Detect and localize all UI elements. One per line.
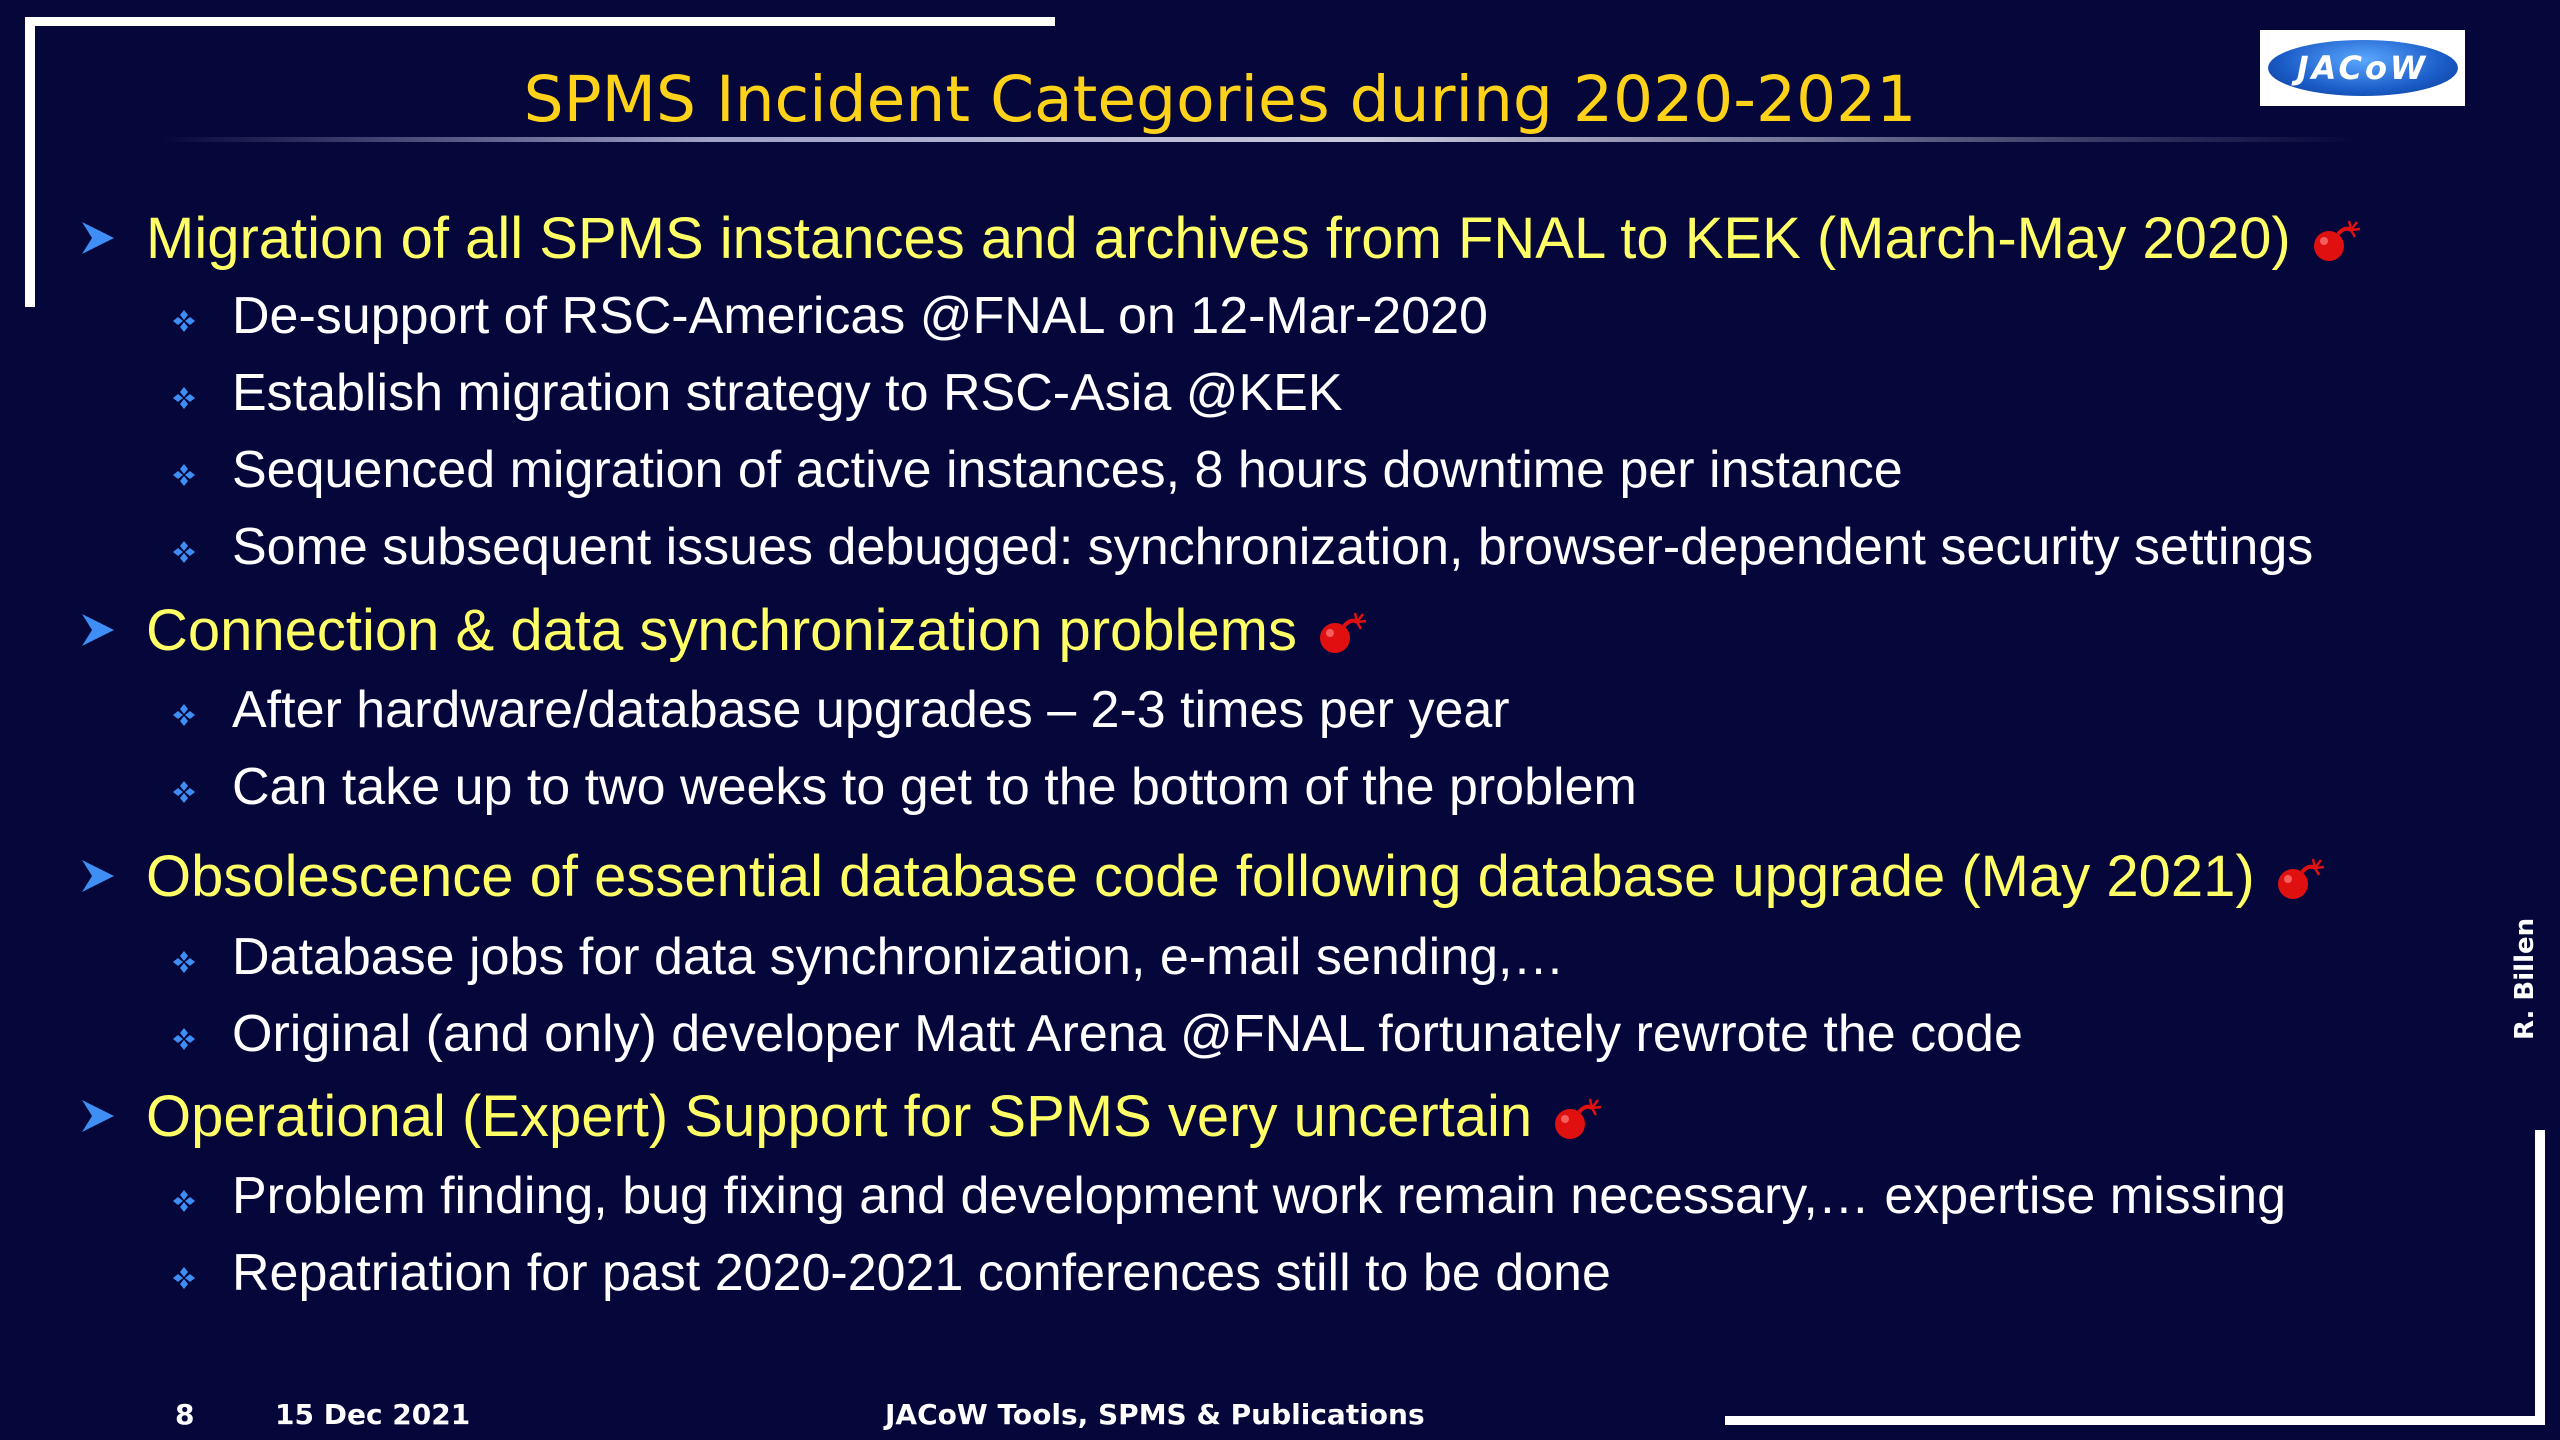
sub-bullet-item: [172, 675, 1510, 745]
sub-bullet-item: [172, 999, 2023, 1069]
diamond-bullet-icon: [172, 680, 208, 740]
bullet-text: Operational (Expert) Support for SPMS very uncertain: [146, 1083, 1533, 1149]
sub-bullet-text: Can take up to two weeks to get to the bottom of the problem: [232, 758, 1637, 816]
sub-bullet-text: Repatriation for past 2020-2021 conferences still to be done: [232, 1244, 1611, 1302]
sub-bullet-text: Sequenced migration of active instances, 8 hours downtime per instance: [232, 441, 1903, 499]
footer-date: 15 Dec 2021: [275, 1398, 471, 1431]
sub-bullet-item: [172, 922, 1565, 992]
sub-bullet-text: After hardware/database upgrades – 2-3 times per year: [232, 681, 1510, 739]
sub-bullet-item: [172, 358, 1343, 428]
footer-presentation-title: JACoW Tools, SPMS & Publications: [885, 1398, 1425, 1431]
slide-title: SPMS Incident Categories during 2020-2021: [523, 63, 1917, 136]
arrow-bullet-icon: [78, 205, 138, 272]
diamond-bullet-icon: [172, 286, 208, 346]
diamond-bullet-icon: [172, 1166, 208, 1226]
sub-bullet-text: Original (and only) developer Matt Arena @FNAL fortunately rewrote the code: [232, 1005, 2023, 1063]
arrow-bullet-icon: [78, 1083, 138, 1150]
page-number: 8: [175, 1398, 195, 1431]
diamond-bullet-icon: [172, 927, 208, 987]
bullet-item: [78, 590, 1371, 670]
diamond-bullet-icon: [172, 1004, 208, 1064]
bomb-icon: [2273, 851, 2329, 901]
sub-bullet-text: Some subsequent issues debugged: synchronization, browser-dependent security settings: [232, 518, 2314, 576]
sub-bullet-item: [172, 512, 2313, 582]
bullet-item: [78, 836, 2329, 916]
sub-bullet-text: Problem finding, bug fixing and development work remain necessary,… expertise missing: [232, 1167, 2287, 1225]
sub-bullet-item: [172, 435, 1903, 505]
bullet-item: [78, 1076, 1606, 1156]
diamond-bullet-icon: [172, 1243, 208, 1303]
diamond-bullet-icon: [172, 757, 208, 817]
arrow-bullet-icon: [78, 597, 138, 664]
bullet-text: Migration of all SPMS instances and archives from FNAL to KEK (March-May 2020): [146, 205, 2291, 271]
bullet-text: Connection & data synchronization problems: [146, 597, 1297, 663]
diamond-bullet-icon: [172, 517, 208, 577]
bomb-icon: [2309, 213, 2365, 263]
sub-bullet-item: [172, 1161, 2286, 1231]
logo-text: JACoW: [2296, 49, 2429, 87]
sub-bullet-item: [172, 752, 1637, 822]
sub-bullet-text: De-support of RSC-Americas @FNAL on 12-Mar-2020: [232, 287, 1488, 345]
sub-bullet-text: Database jobs for data synchronization, e-mail sending,…: [232, 928, 1565, 986]
author-label: R. Billen: [2510, 917, 2540, 1040]
diamond-bullet-icon: [172, 440, 208, 500]
arrow-bullet-icon: [78, 843, 138, 910]
sub-bullet-item: [172, 1238, 1611, 1308]
sub-bullet-item: [172, 281, 1488, 351]
bomb-icon: [1315, 605, 1371, 655]
diamond-bullet-icon: [172, 363, 208, 423]
sub-bullet-text: Establish migration strategy to RSC-Asia @KEK: [232, 364, 1343, 422]
bullet-text: Obsolescence of essential database code following database upgrade (May 2021): [146, 843, 2255, 909]
bullet-item: [78, 198, 2365, 278]
bomb-icon: [1550, 1091, 1606, 1141]
